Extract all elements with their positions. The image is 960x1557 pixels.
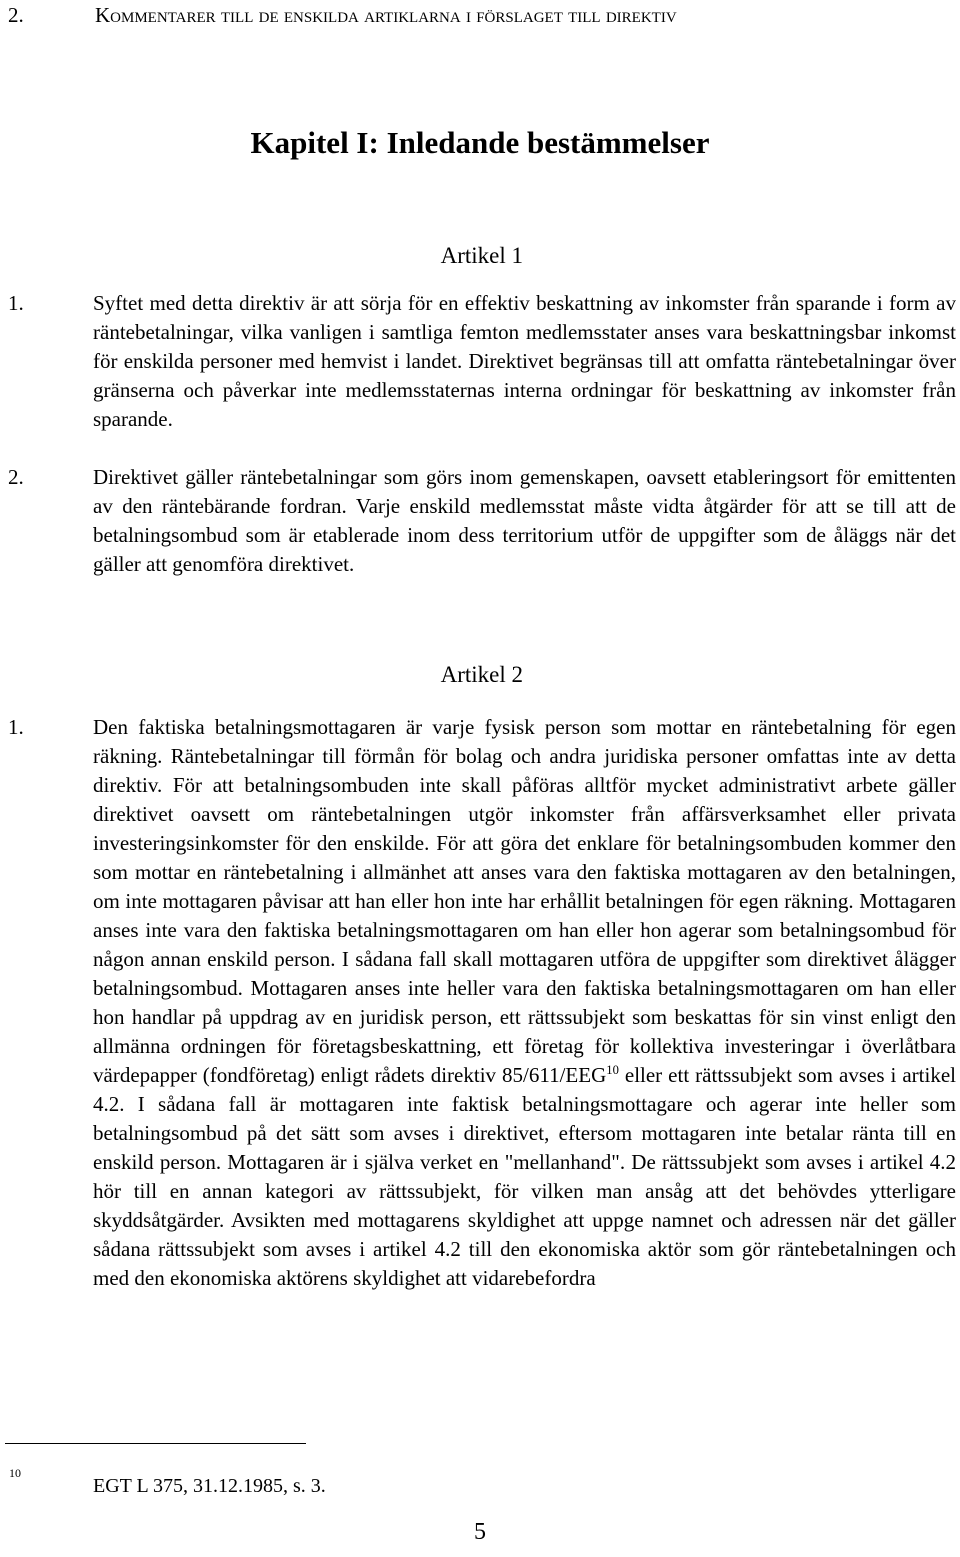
page-number: 5 bbox=[474, 1519, 486, 1545]
article-2-paragraph-1 bbox=[0, 713, 960, 1293]
chapter-title: Kapitel I: Inledande bestämmelser bbox=[250, 125, 710, 160]
paragraph-number: 1. bbox=[8, 291, 24, 315]
paragraph-text: Direktivet gäller räntebetalningar som görs inom gemenskapen, oavsett etableringsort för emittenten av den räntebärande fordran. Varje enskild medlemsstat måste vidta åtgärder för att se till att de betalningsombud som är etablerade inom dess territorium utför de uppgifter som de åläggs när det gäller att genomföra direktivet. bbox=[93, 465, 956, 576]
footnote-reference[interactable]: 10 bbox=[606, 1063, 619, 1077]
footnote-divider bbox=[5, 1443, 306, 1444]
paragraph-number: 2. bbox=[8, 465, 24, 489]
paragraph-text: Syftet med detta direktiv är att sörja för en effektiv beskattning av inkomster från sparande i form av räntebetalningar, vilka vanligen i samtliga femton medlemsstater anses vara beskattningsbar inkomst för enskilda personer med hemvist i landet. Direktivet begränsas till att omfatta räntebetalningar över gränserna och påverkar inte medlemsstaternas interna ordningar för beskattning av inkomster från sparande. bbox=[93, 291, 956, 431]
article-1-paragraph-2 bbox=[0, 463, 960, 579]
footnote-text: EGT L 375, 31.12.1985, s. 3. bbox=[93, 1475, 326, 1497]
paragraph-text-part-1: Den faktiska betalningsmottagaren är varje fysisk person som mottar en räntebetalning för egen räkning. Räntebetalningar till förmån för bolag och andra juridiska personer omfattas inte av detta direktiv. För att betalningsombuden inte skall påföras alltför mycket administrativt arbete gäller direktivet oavsett om räntebetalningen utgör inkomster från affärsverksamhet eller privata investeringsinkomster för den enskilde. För att göra det enklare för betalningsombuden kommer den som mottar en räntebetalning i allmänhet att anses vara den faktiska mottagaren av den betalningen, om inte mottagaren påvisar att han eller hon inte har erhållit betalningen för egen räkning. Mottagaren anses inte vara den faktiska betalningsmottagaren om han eller hon agerar som betalningsombud för någon annan enskild person. I sådana fall skall mottagaren utföra de uppgifter som direktivet ålägger betalningsombud. Mottagaren anses inte heller vara den faktiska betalningsmottagaren om han eller hon handlar på uppdrag av en juridisk person, ett rättssubjekt som beskattas för sin vinst enligt den allmänna ordningen för företagsbeskattning, ett företag för kollektiva investeringar i överlåtbara värdepapper (fondföretag) enligt rådets direktiv 85/611/EEG bbox=[93, 715, 956, 1087]
article-1-title: Artikel 1 bbox=[440, 243, 523, 268]
article-2-title: Artikel 2 bbox=[440, 662, 523, 687]
section-number: 2. bbox=[8, 3, 24, 27]
paragraph-text bbox=[93, 713, 956, 1293]
section-heading bbox=[8, 2, 677, 28]
article-1-paragraph-1 bbox=[0, 289, 960, 434]
paragraph-number: 1. bbox=[8, 715, 24, 739]
footnote-mark: 10 bbox=[9, 1466, 21, 1480]
section-title: Kommentarer till de enskilda artiklarna i förslaget till direktiv bbox=[95, 3, 677, 27]
paragraph-text-part-2: eller ett rättssubjekt som avses i artikel 4.2. I sådana fall är mottagaren inte faktisk betalningsmottagare och agerar inte heller som betalningsombud på det sätt som avses i direktivet, eftersom mottagaren inte betalar ränta till en enskild person. Mottagaren är i själva verket en "mellanhand". De rättssubjekt som avses i artikel 4.2 hör till en annan kategori av rättssubjekt, för vilken man ansåg att det behövdes ytterligare skyddsåtgärder. Avsikten med mottagarens skyldighet att uppge namnet och adressen när det gäller sådana rättssubjekt som avses i artikel 4.2 till den ekonomiska aktör som gör räntebetalningen och med den ekonomiska aktörens skyldighet att vidarebefordra bbox=[93, 1063, 956, 1290]
